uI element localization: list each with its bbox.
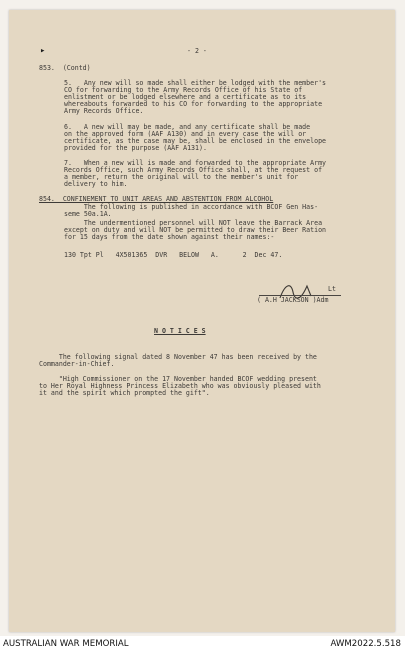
text-line: "High Commissioner on the 17 November handed BCOF wedding present: [39, 375, 317, 383]
punch-mark: ▸: [40, 46, 46, 56]
text-line: enlistment or be lodged elsewhere and a certificate as to its: [64, 93, 307, 101]
text-line: Records Office, such Army Records Office shall, at the request of: [64, 166, 323, 174]
text-line: Commander-in-Chief.: [39, 360, 115, 368]
text-line: except on duty and will NOT be permitted to draw their Beer Ration: [64, 226, 327, 234]
text-line: seme 50a.1A.: [64, 210, 112, 218]
text-line: it and the spirit which prompted the gift".: [39, 389, 210, 397]
text-line: provided for the purpose (AAF A131).: [64, 144, 207, 152]
text-line: 5. Any new will so made shall either be lodged with the member's: [64, 79, 327, 87]
text-line: CO for forwarding to the Army Records Office of his State of: [64, 86, 303, 94]
section-854-heading: 854. CONFINEMENT TO UNIT AREAS AND ABSTENTION FROM ALCOHOL: [39, 195, 274, 203]
page-number: - 2 -: [187, 47, 207, 55]
text-line: certificate, as the case may be, shall be enclosed in the envelope: [64, 137, 327, 145]
document-page: [9, 10, 395, 632]
archive-name: AUSTRALIAN WAR MEMORIAL: [3, 639, 129, 649]
text-line: The following signal dated 8 November 47 has been received by the: [39, 353, 317, 361]
text-line: on the approved form (AAF A130) and in every case the will or: [64, 130, 307, 138]
text-line: whereabouts forwarded to his CO for forwarding to the appropriate: [64, 100, 323, 108]
text-line: a member, return the original will to the member's unit for: [64, 173, 299, 181]
text-line: The following is published in accordance with BCOF Gen Has-: [64, 203, 319, 211]
text-line: Army Records Office.: [64, 107, 144, 115]
text-line: 6. A new will may be made, and any certificate shall be made: [64, 123, 311, 131]
section-853-heading: 853. (Contd): [39, 64, 91, 72]
archive-accession-number: AWM2022.5.518: [330, 639, 401, 649]
text-line: The undermentioned personnel will NOT leave the Barrack Area: [64, 219, 323, 227]
archive-footer: [0, 636, 405, 653]
notices-title: N O T I C E S: [154, 327, 206, 335]
text-line: 7. When a new will is made and forwarded to the appropriate Army: [64, 159, 327, 167]
text-line: to Her Royal Highness Princess Elizabeth who was obviously pleased with: [39, 382, 321, 390]
personnel-entry: 130 Tpt Pl 4X501365 DVR BELOW A. 2 Dec 47.: [64, 251, 283, 259]
signature-rank: Lt: [328, 285, 336, 293]
signature-name: ( A.H JACKSON )Adm: [257, 296, 329, 304]
text-line: delivery to him.: [64, 180, 128, 188]
text-line: for 15 days from the date shown against their names:-: [64, 233, 275, 241]
